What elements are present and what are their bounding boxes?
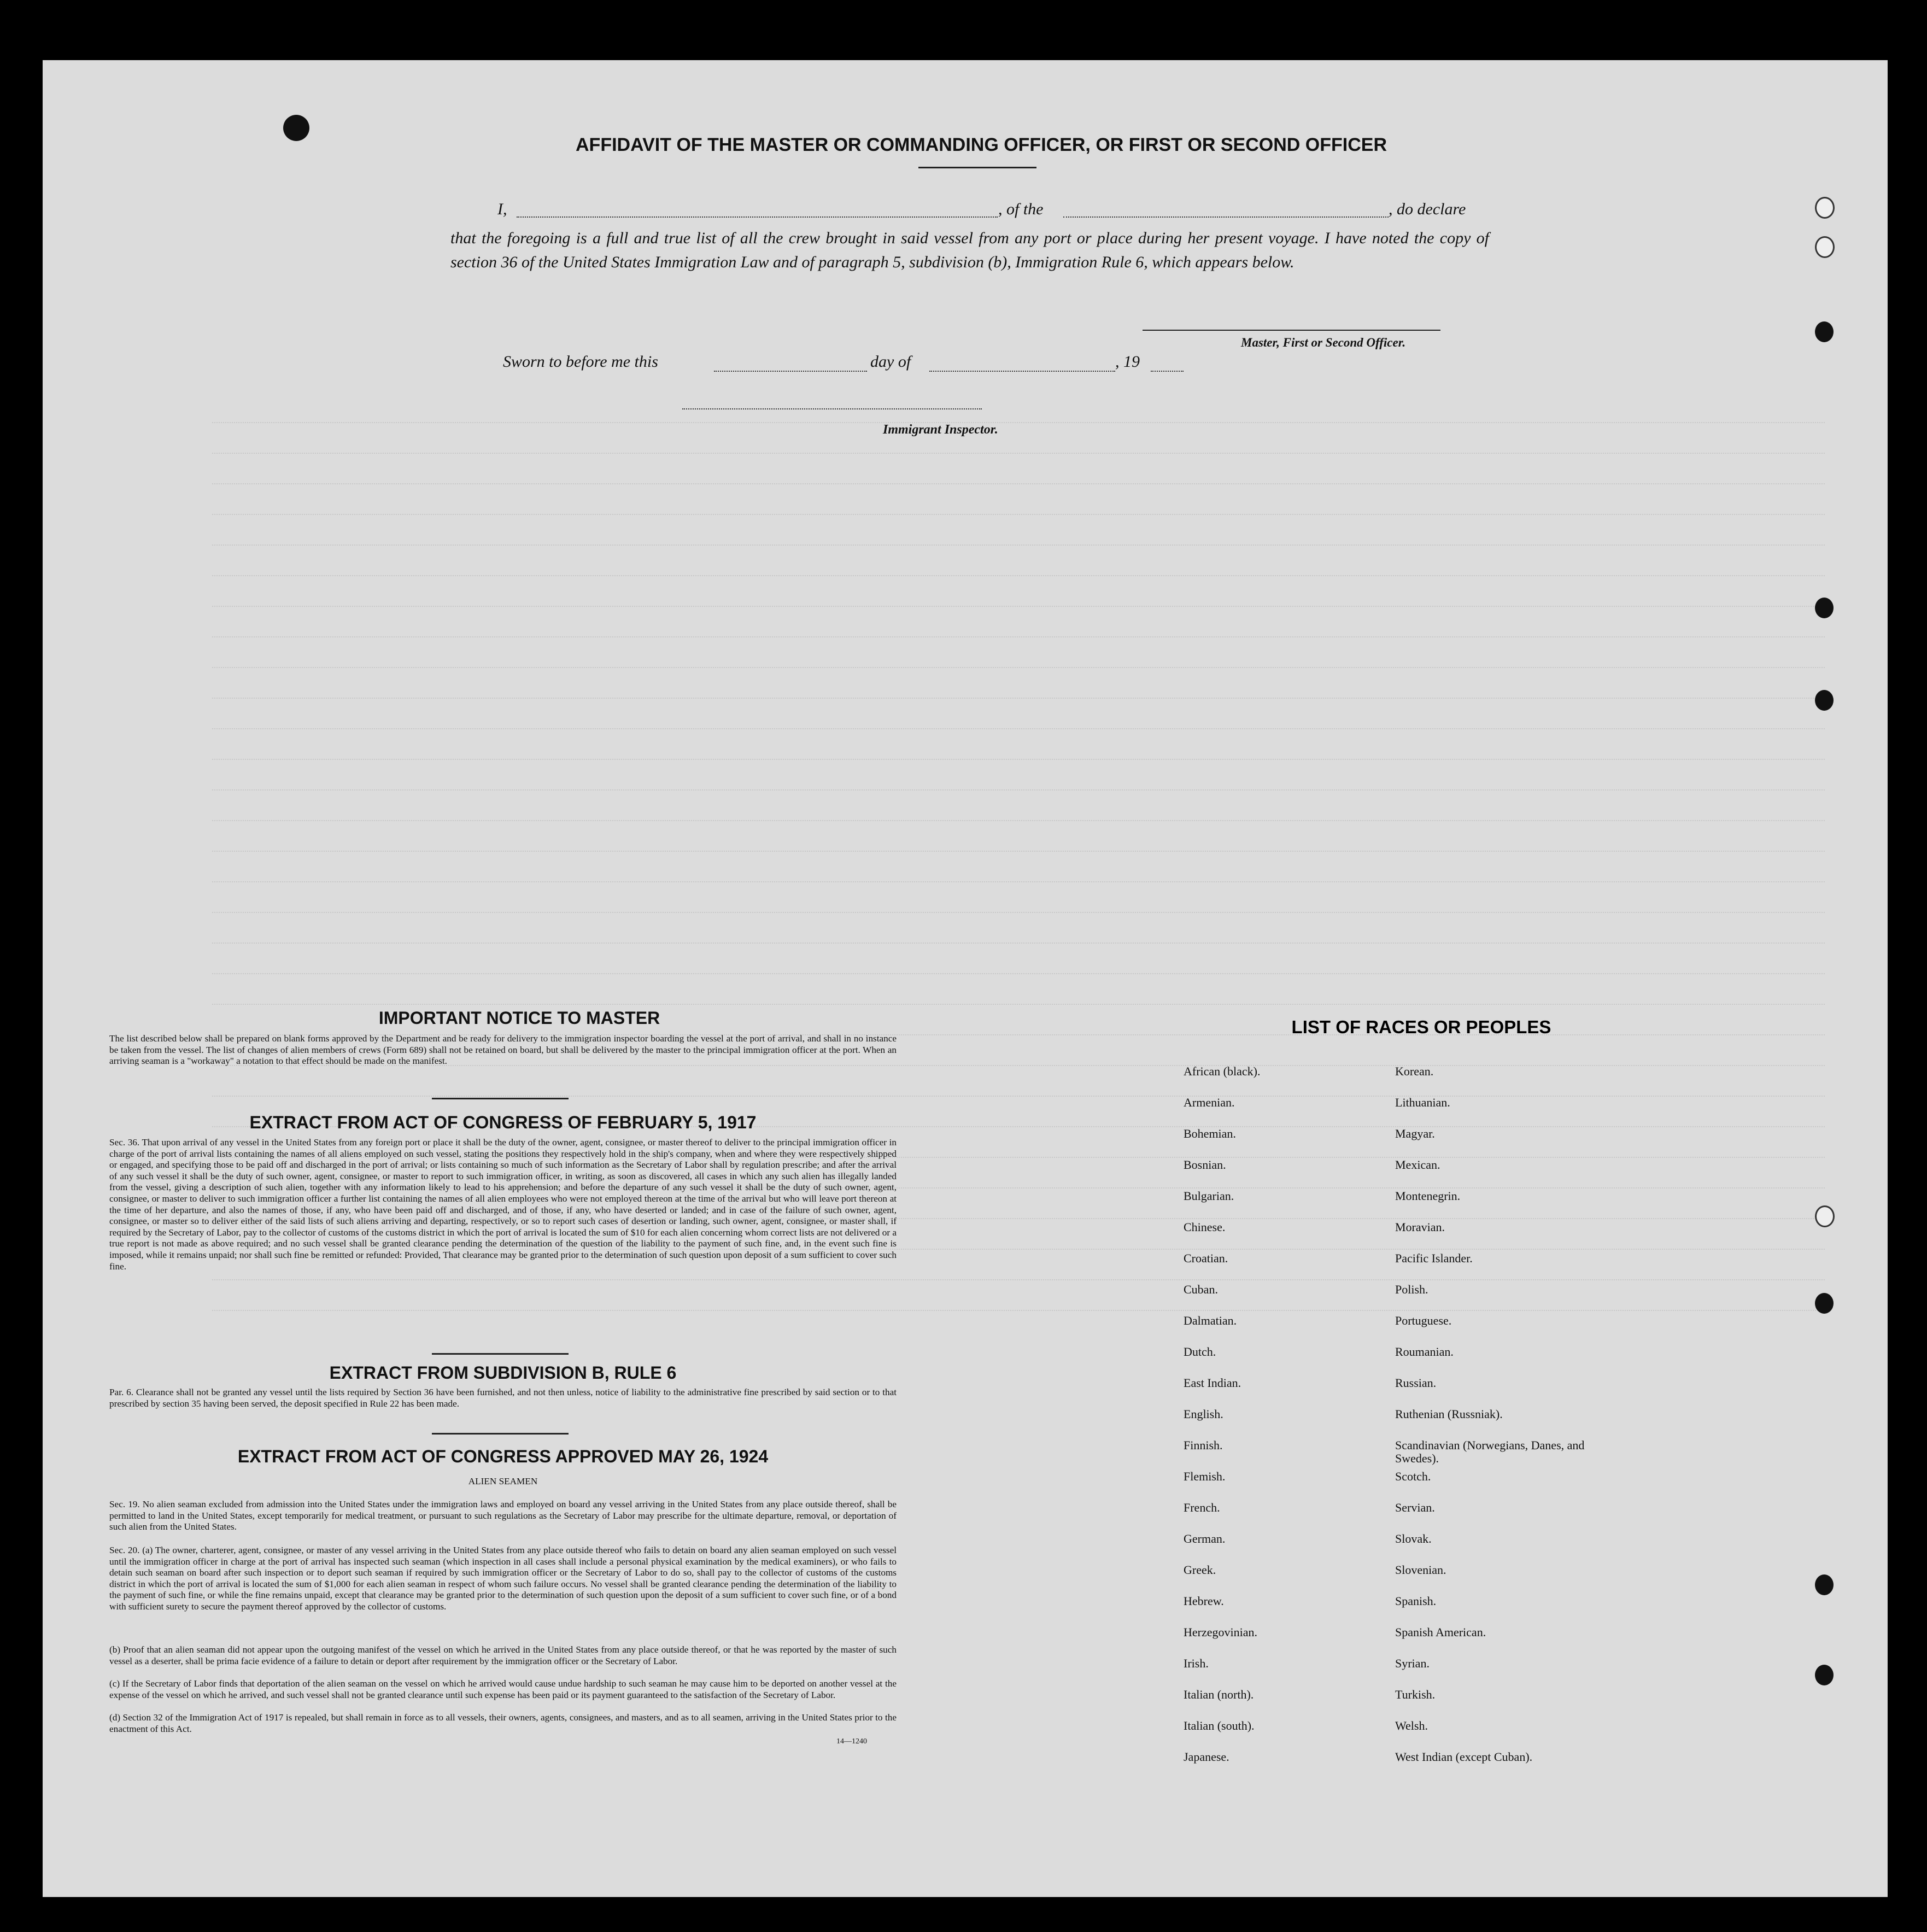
races-title: LIST OF RACES OR PEOPLES (1291, 1017, 1551, 1037)
race-item: Italian (north). (1184, 1688, 1254, 1701)
race-item: Dutch. (1184, 1345, 1216, 1359)
divider (918, 167, 1036, 168)
race-item: Spanish. (1395, 1594, 1437, 1608)
race-item: Servian. (1395, 1501, 1435, 1514)
bleed-through-row (212, 777, 1825, 791)
race-item: Mexican. (1395, 1158, 1440, 1172)
race-item: Pacific Islander. (1395, 1251, 1473, 1265)
affidavit-body: that the foregoing is a full and true list of all the crew brought in said vessel from any port or place during her present voyage. I have noted the copy of section 36 of the United States Immigration Law and of paragraph 5, subdivision (b), Immigration Rule 6, which appears below. (450, 229, 1489, 271)
punch-hole (1815, 197, 1835, 219)
race-item: Turkish. (1395, 1688, 1436, 1701)
bleed-through-row (212, 532, 1825, 546)
race-item: English. (1184, 1407, 1223, 1421)
punch-hole (1815, 321, 1834, 342)
extract-1917-title: EXTRACT FROM ACT OF CONGRESS OF FEBRUARY 5, 1917 (249, 1113, 757, 1132)
form-sheet (43, 60, 1888, 1897)
bleed-through-row (212, 716, 1825, 729)
bleed-through-row (212, 624, 1825, 637)
extract-1917-text: Sec. 36. That upon arrival of any vessel in the United States from any foreign port or place it shall be the duty of the owner, agent, consignee, or master thereof to deliver to the principal immigration officer in charge of the port of arrival lists containing the names of all aliens employed on such vessel, stating the positions they respectively hold in the ship's company, when and where they were respectively shipped or engaged, and specifying those to be paid off and discharged in the port of arrival; or lists containing so much of such information as the Secretary of Labor shall by regulation prescribe; and after the arrival of any such vessel it shall be the duty of such owner, agent, consignee, or master to report to such immigration officer, in writing, as soon as discovered, all cases in which any such alien has illegally landed from the vessel, giving a description of such alien, together with any information likely to lead to his apprehension; and before the departure of any such vessel it shall be the duty of such owner, agent, consignee, or master to deliver to such immigration officer a further list containing the names of all alien employees who were not employed thereon at the time of the arrival but who will leave port thereon at the time of her departure, and also the names of those, if any, who have been paid off and discharged, and of those, if any, who have deserted or landed; and in case of the failure of such owner, agent, consignee, or master so to deliver either of the said lists of such aliens arriving and departing, respectively, or so to report such cases of desertion or landing, such owner, agent, consignee, or master shall, if required by the Secretary of Labor, pay to the collector of customs of the customs district in which the port of arrival is located the sum of $10 for each alien concerning whom correct lists are not delivered or a true report is not made as above required; and no such vessel shall be granted clearance pending the determination of the question of the liability to the payment of such fine, and, in the event such fine is imposed, while it remains unpaid; nor shall such fine be remitted or refunded: Provided, That clearance may be granted prior to the determination of such question upon deposit of a sum sufficient to cover such fine. (109, 1137, 897, 1272)
punch-hole (1815, 236, 1835, 258)
race-item: Hebrew. (1184, 1594, 1224, 1608)
race-item: Italian (south). (1184, 1719, 1255, 1732)
ink-blot (283, 115, 309, 141)
punch-hole (1815, 598, 1834, 618)
race-item: Montenegrin. (1395, 1189, 1461, 1203)
extract-1924-sec19: Sec. 19. No alien seaman excluded from admission into the United States under the immigration laws and employed on board any vessel arriving in the United States from any place outside thereof, shall be permitted to land in the United States, except temporarily for medical treatment, or pursuant to such regulations as the Secretary of Labor may prescribe for the ultimate departure, removal, or deportation of such alien from the United States. (109, 1499, 897, 1532)
race-item: Lithuanian. (1395, 1096, 1450, 1109)
inspector-blank (682, 408, 982, 409)
bleed-through-row (212, 410, 1825, 423)
race-item: Portuguese. (1395, 1314, 1452, 1327)
day-blank (714, 371, 867, 372)
race-item: African (black). (1184, 1064, 1261, 1078)
race-item: Greek. (1184, 1563, 1216, 1577)
race-item: East Indian. (1184, 1376, 1241, 1390)
race-item: Bosnian. (1184, 1158, 1226, 1172)
bleed-through-row (212, 930, 1825, 944)
punch-hole (1815, 1205, 1835, 1227)
vessel-blank (1063, 216, 1389, 218)
extract-rule6-title: EXTRACT FROM SUBDIVISION B, RULE 6 (329, 1363, 677, 1383)
bleed-through-row (212, 808, 1825, 821)
race-item: Korean. (1395, 1064, 1434, 1078)
race-item: West Indian (except Cuban). (1395, 1750, 1533, 1764)
bleed-through-row (212, 471, 1825, 484)
race-item: Slovenian. (1395, 1563, 1446, 1577)
month-blank (929, 371, 1115, 372)
bleed-through-row (212, 900, 1825, 913)
race-item: Slovak. (1395, 1532, 1432, 1545)
race-item: Chinese. (1184, 1220, 1226, 1234)
notice-text: The list described below shall be prepared on blank forms approved by the Department and be ready for delivery to the immigration inspector boarding the vessel at the port of arrival, and shall in no instance be taken from the vessel. The list of changes of alien members of crews (Form 689) shall not be retained on board, but shall be delivered by the master to the principal immigration officer at the port. When an arriving seaman is a "workaway" a notation to that effect should be made on the manifest. (109, 1033, 897, 1067)
race-item: French. (1184, 1501, 1220, 1514)
race-item: Irish. (1184, 1656, 1209, 1670)
divider (432, 1433, 569, 1435)
extract-1924-sec20b: (b) Proof that an alien seaman did not appear upon the outgoing manifest of the vessel on which he arrived in the United States from any place outside thereof, or that he was reported by the master of such vessel as a deserter, shall be prima facie evidence of a failure to detain or deport after requirement by the immigration officer or the Secretary of Labor. (109, 1644, 897, 1666)
race-item: Welsh. (1395, 1719, 1428, 1732)
punch-hole (1815, 1665, 1834, 1685)
day-of-label: day of (870, 353, 911, 371)
extract-1924-title: EXTRACT FROM ACT OF CONGRESS APPROVED MAY 26, 1924 (237, 1447, 769, 1466)
race-item: Magyar. (1395, 1127, 1435, 1140)
bleed-through-row (212, 1298, 1825, 1311)
punch-hole (1815, 1293, 1834, 1314)
extract-1924-sec20d: (d) Section 32 of the Immigration Act of 1917 is repealed, but shall remain in force as to all vessels, their owners, agents, consignees, and masters, and as to all seamen, arriving in the United States prior to the enactment of this Act. (109, 1712, 897, 1734)
bleed-through-row (212, 992, 1825, 1005)
race-item: Cuban. (1184, 1283, 1218, 1296)
bleed-through-row (212, 1084, 1825, 1097)
affidavit-of-the-label: , of the (998, 200, 1044, 218)
extract-rule6-text: Par. 6. Clearance shall not be granted any vessel until the lists required by Section 36 have been furnished, and not then unless, notice of liability to the administrative fine prescribed by said section or to that prescribed by section 35 having been served, the deposit specified in Rule 22 has been made. (109, 1387, 897, 1409)
sworn-label: Sworn to before me this (503, 353, 658, 371)
year-blank (1151, 371, 1184, 372)
bleed-through-row (212, 869, 1825, 882)
race-item: Finnish. (1184, 1438, 1223, 1452)
affidavit-i-label: I, (497, 200, 507, 218)
bleed-through-row (212, 502, 1825, 515)
race-item: Flemish. (1184, 1470, 1226, 1483)
name-blank (517, 216, 998, 218)
race-item: Herzegovinian. (1184, 1625, 1257, 1639)
extract-1924-sec20a: Sec. 20. (a) The owner, charterer, agent, consignee, or master of any vessel arriving in the United States from any place outside thereof who fails to detain on board any alien seaman employed on such vessel until the immigration officer in charge at the port of arrival has inspected such seaman (which inspection in all cases shall include a personal physical examination by the medical examiners), or who fails to detain such seaman on board after such inspection or to deport such seaman if required by such immigration officer or the Secretary of Labor to do so, shall pay to the collector of customs of the customs district in which the port of arrival is located the sum of $1,000 for each alien seaman in respect of whom such failure occurs. No vessel shall be granted clearance pending the determination of the liability to the payment of such fine, or while the fine remains unpaid, except that clearance may be granted prior to the determination of such question upon the deposit of a sum sufficient to cover such fine, or of a bond with sufficient surety to secure the payment thereof approved by the collector of customs. (109, 1545, 897, 1612)
affidavit-do-declare-label: , do declare (1389, 200, 1466, 218)
year-label: , 19 (1115, 353, 1140, 371)
race-item: Moravian. (1395, 1220, 1445, 1234)
race-item: Polish. (1395, 1283, 1428, 1296)
race-item: Scotch. (1395, 1470, 1431, 1483)
bleed-through-row (212, 441, 1825, 454)
form-number: 14—1240 (836, 1737, 867, 1746)
inspector-caption: Immigrant Inspector. (883, 423, 998, 437)
extract-1924-sec20c: (c) If the Secretary of Labor finds that deportation of the alien seaman on the vessel on which he arrived would cause undue hardship to such seaman he may cause him to be deported on another vessel at the expense of the vessel on which he arrived, and such vessel shall not be granted clearance until such expense has been paid or its payment guaranteed to the satisfaction of the Secretary of Labor. (109, 1678, 897, 1700)
race-item: Croatian. (1184, 1251, 1228, 1265)
race-item: Ruthenian (Russniak). (1395, 1407, 1503, 1421)
race-item: Bohemian. (1184, 1127, 1236, 1140)
punch-hole (1815, 690, 1834, 711)
divider (432, 1353, 569, 1355)
race-item: Bulgarian. (1184, 1189, 1234, 1203)
race-item: Scandinavian (Norwegians, Danes, and Swedes). (1395, 1438, 1585, 1465)
race-item: German. (1184, 1532, 1226, 1545)
bleed-through-row (212, 747, 1825, 760)
bleed-through-row (212, 839, 1825, 852)
divider (432, 1098, 569, 1099)
extract-1924-subtitle: ALIEN SEAMEN (468, 1476, 538, 1486)
bleed-through-row (212, 961, 1825, 974)
race-item: Dalmatian. (1184, 1314, 1237, 1327)
bleed-through-row (212, 686, 1825, 699)
notice-title: IMPORTANT NOTICE TO MASTER (378, 1008, 660, 1028)
race-item: Armenian. (1184, 1096, 1235, 1109)
punch-hole (1815, 1574, 1834, 1595)
signature-line (1143, 330, 1440, 331)
bleed-through-row (212, 655, 1825, 668)
signature-caption: Master, First or Second Officer. (1241, 336, 1406, 349)
bleed-through-row (212, 594, 1825, 607)
race-item: Syrian. (1395, 1656, 1430, 1670)
bleed-through-row (212, 563, 1825, 576)
affidavit-title: AFFIDAVIT OF THE MASTER OR COMMANDING OFFICER, OR FIRST OR SECOND OFFICER (576, 134, 1387, 155)
race-item: Japanese. (1184, 1750, 1229, 1764)
race-item: Russian. (1395, 1376, 1437, 1390)
race-item: Spanish American. (1395, 1625, 1486, 1639)
race-item: Roumanian. (1395, 1345, 1454, 1359)
bleed-through-background (43, 60, 1888, 1897)
